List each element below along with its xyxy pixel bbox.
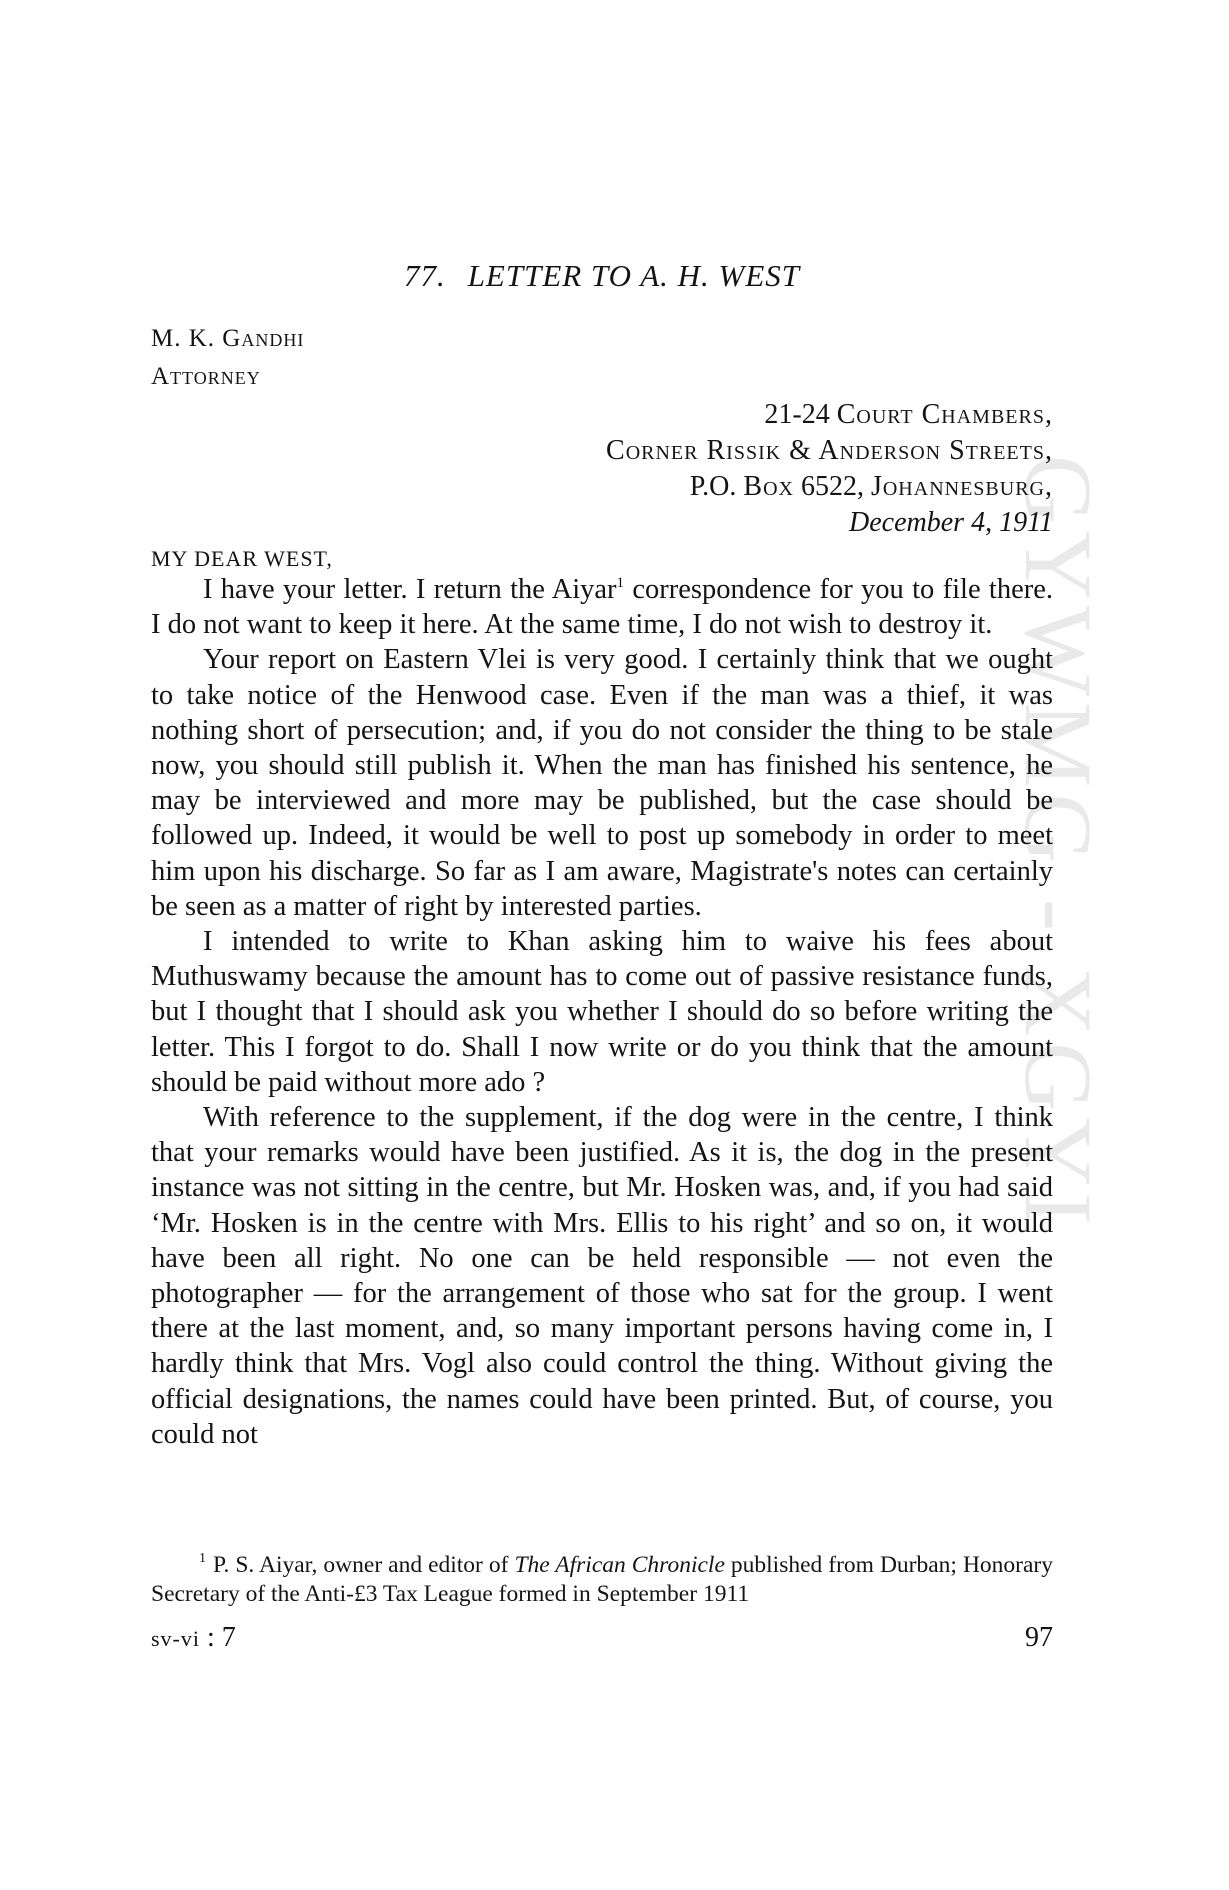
address-line-3 [606,469,1053,505]
footnote [151,1551,1053,1609]
footnote-italic-title: The African Chronicle [514,1552,725,1578]
letterhead-sender [151,320,304,396]
address-line-1-text: Court Chambers, [836,399,1053,430]
title-text: LETTER TO A. H. WEST [467,258,801,293]
letter-date: December 4, 1911 [849,507,1053,538]
address-line-1 [606,397,1053,433]
letter-body [151,572,1053,1452]
address-line-2: Corner Rissik & Anderson Streets, [606,435,1053,466]
address-box: Box [743,471,794,502]
sender-role: Attorney [151,363,261,390]
footnote-text-start: P. S. Aiyar, owner and editor of [213,1552,515,1578]
address-po: P.O. [689,471,737,502]
document-page [151,0,1053,1890]
paragraph-1 [151,572,1053,642]
footnote-reference: 1 [616,575,625,591]
footnote-marker: 1 [199,1551,206,1566]
address-box-number: 6522, [800,471,864,502]
watermark: GYWMG - XGYI [1005,455,1112,1231]
salutation: MY DEAR WEST, [151,546,333,571]
address-block [606,397,1053,541]
footnote-text-end: published from Durban; Honorary Secretary of the Anti-£3 Tax League formed in September 1911 [151,1552,1053,1607]
letter-title [151,258,1053,294]
page-number: 97 [1025,1622,1053,1653]
address-line-1-number: 21-24 [764,399,830,430]
paragraph-2: Your report on Eastern Vlei is very good. I certainly think that we ought to take notice of the Henwood case. Even if the man was a thief, it was nothing short of persecution; and, if you do not consider the thing to be stale now, you should still publish it. When the man has finished his sentence, he may be interviewed and more may be published, but the case should be followed up. Indeed, it would be well to post up somebody in order to meet him upon his discharge. So far as I am aware, Magistrate's notes can certainly be seen as a matter of right by interested parties. [151,644,1053,922]
address-city: Johannesburg, [870,471,1053,502]
paragraph-1-start: I have your letter. I return the Aiyar [203,574,617,605]
paragraph-4: With reference to the supplement, if the dog were in the centre, I think that your remarks would have been justified. As it is, the dog in the present instance was not sitting in the centre, but Mr. Hosken was, and, if you had said ‘Mr. Hosken is in the centre with Mrs. Ellis to his right’ and so on, it would have been all right. No one can be held responsible — not even the photographer — for the arrangement of those who sat for the group. I went there at the last moment, and, so many important persons having come in, I hardly think that Mrs. Vogl also could control the thing. Without giving the official designations, the names could have been printed. But, of course, you could not [151,1102,1053,1450]
paragraph-3: I intended to write to Khan asking him to waive his fees about Muthuswamy because the amount has to come out of passive resistance funds, but I thought that I should ask you whether I should do so before writing the letter. This I forgot to do. Shall I now write or do you think that the amount should be paid without more ado ? [151,926,1053,1098]
volume-number: : 7 [207,1622,236,1653]
title-number: 77. [403,258,446,293]
sender-name: M. K. Gandhi [151,325,305,352]
footnote-text [151,1551,1053,1609]
paragraph-1-end: correspondence for you to file there. I do not want to keep it here. At the same time, I do not wish to destroy it. [151,574,1053,641]
volume-reference [151,1622,236,1654]
volume-label: sv-vi [151,1626,200,1651]
